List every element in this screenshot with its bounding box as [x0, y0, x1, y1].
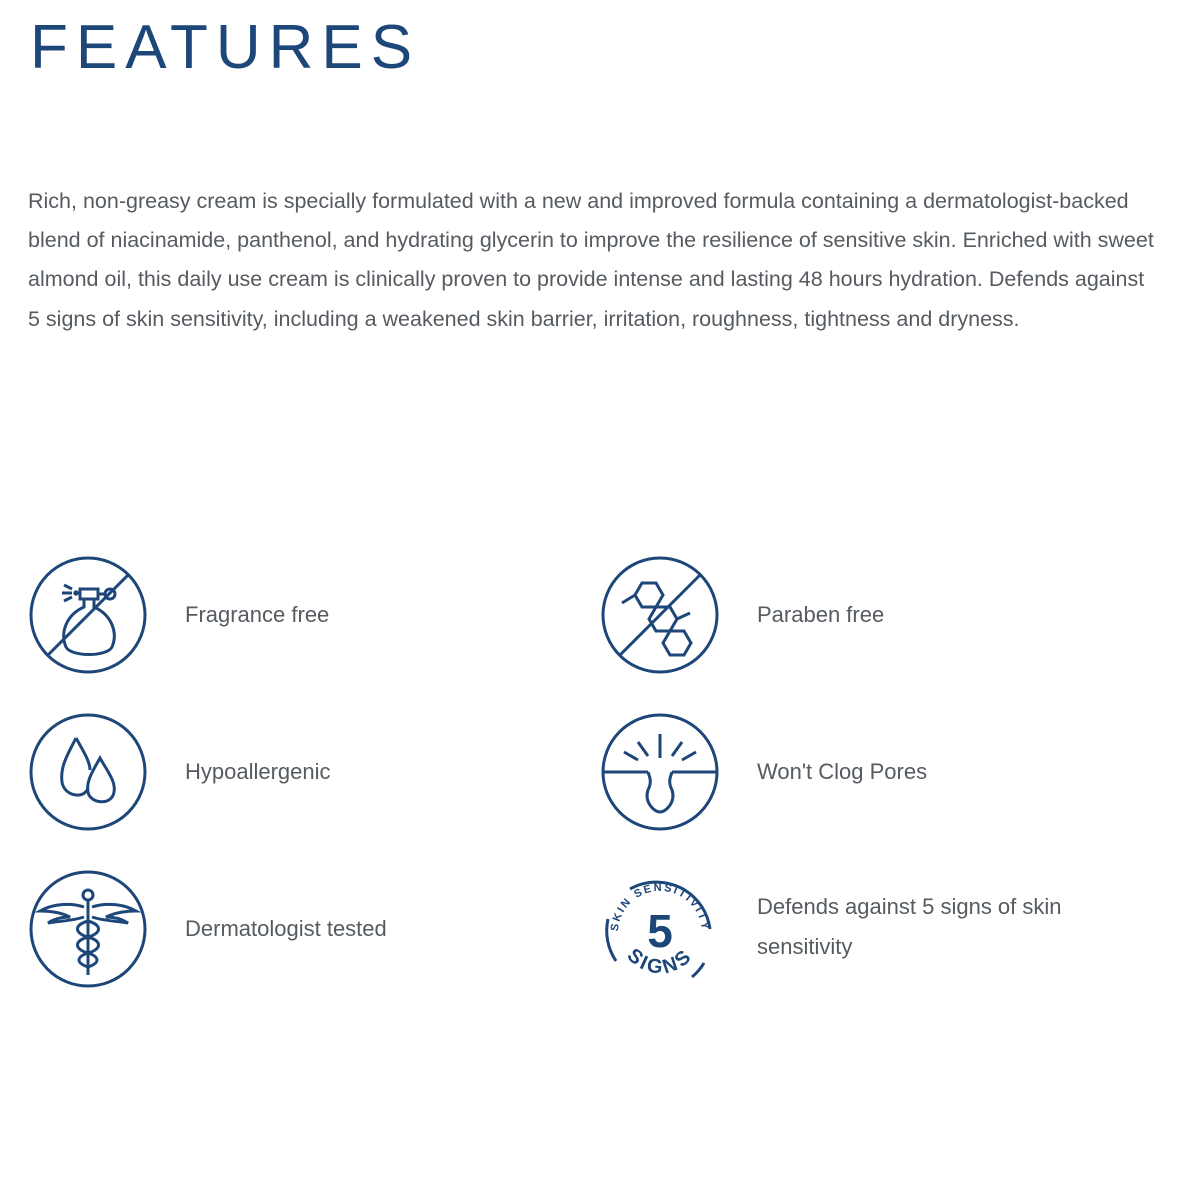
caduceus-icon [28, 869, 148, 989]
feature-label: Hypoallergenic [185, 759, 331, 784]
badge-number: 5 [647, 905, 673, 957]
hypoallergenic-drops-icon [28, 712, 148, 832]
feature-dermatologist-tested [28, 869, 387, 989]
feature-label: Paraben free [757, 602, 885, 627]
badge-top-text: SKIN SENSITIVITY [608, 881, 712, 932]
feature-hypoallergenic [28, 712, 331, 832]
feature-label: Fragrance free [185, 602, 330, 627]
paraben-free-icon [600, 555, 720, 675]
feature-wont-clog-pores [600, 712, 927, 832]
fragrance-free-icon [28, 555, 148, 675]
feature-label: Defends against 5 signs of skin sensitivity [757, 894, 1062, 959]
product-description: Rich, non-greasy cream is specially formulated with a new and improved formula containing a dermatologist-backed blend of niacinamide, panthenol, and hydrating glycerin to improve the resilience of sensitive skin. Enriched with sweet almond oil, this daily use cream is clinically proven to provide intense and lasting 48 hours hydration. Defends against 5 signs of skin sensitivity, including a weakened skin barrier, irritation, roughness, tightness and dryness. [28, 189, 1154, 331]
feature-paraben-free [600, 555, 884, 675]
feature-label: Dermatologist tested [185, 916, 387, 941]
feature-fragrance-free [28, 555, 329, 675]
pore-icon [600, 712, 720, 832]
skin-sensitivity-badge-icon [600, 869, 720, 989]
feature-five-signs [600, 869, 1087, 989]
feature-label: Won't Clog Pores [757, 759, 928, 784]
badge-bottom-text: SIGNS [622, 944, 698, 979]
page-title: FEATURES [30, 13, 421, 82]
